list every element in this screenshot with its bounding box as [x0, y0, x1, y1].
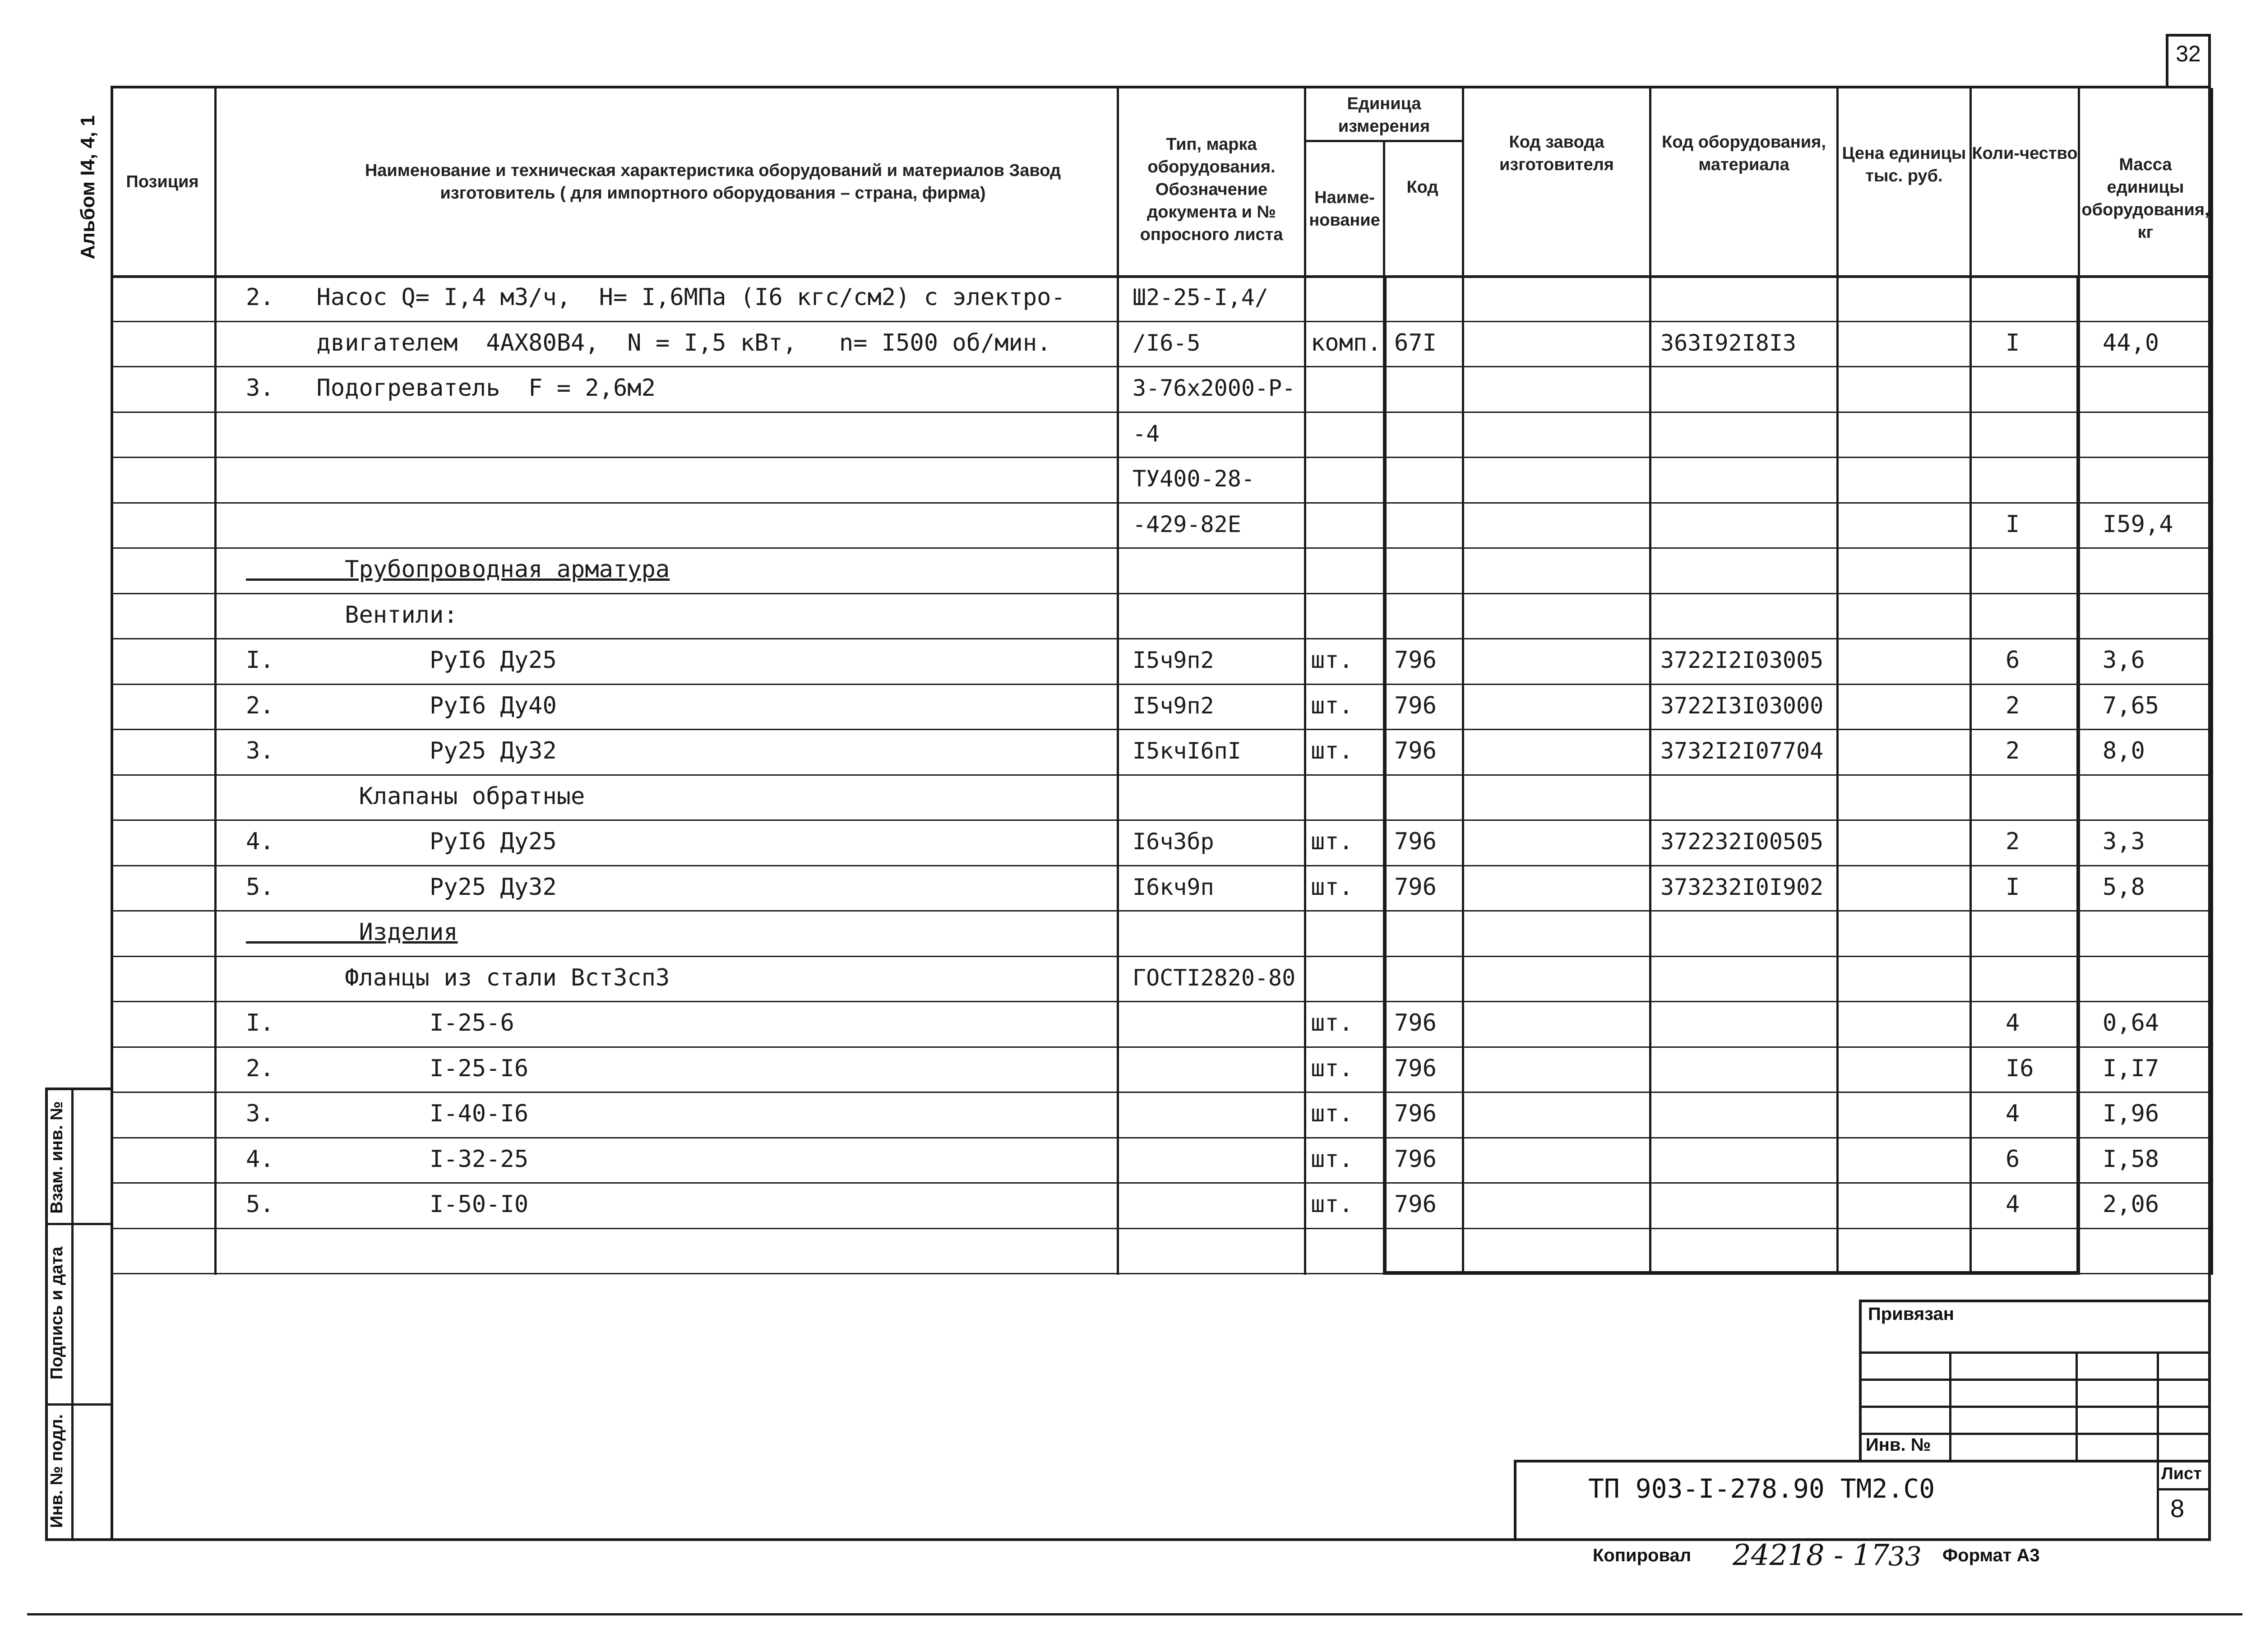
bottom-rule: [27, 1613, 2242, 1615]
cell-name: 5. Ру25 Ду32: [246, 874, 557, 901]
cell-name: 3. Подогреватель F = 2,6м2: [246, 375, 656, 402]
header-tip-marka: Тип, марка оборудования. Обозначение документа и № опросного листа: [1140, 135, 1283, 244]
header-tsena: Цена единицы тыс. руб.: [1842, 144, 1966, 185]
corner-number: 32: [2176, 41, 2201, 66]
cell-mass: I,I7: [2103, 1055, 2159, 1082]
cell-type: I6ч3бр: [1133, 828, 1214, 855]
cell-name: Трубопроводная арматура: [246, 556, 670, 583]
cell-qty: 2: [2006, 692, 2020, 719]
cell-unit: шт.: [1311, 828, 1353, 855]
cell-unit: шт.: [1311, 1055, 1353, 1082]
cell-code: 796: [1394, 1055, 1437, 1082]
album-label: Альбом I4, 4, 1: [77, 115, 99, 259]
cell-qty: 4: [2006, 1100, 2020, 1127]
list-label: Лист: [2161, 1464, 2202, 1483]
cell-code: 796: [1394, 874, 1437, 901]
cell-mass: I,96: [2103, 1100, 2159, 1127]
cell-code: 796: [1394, 828, 1437, 855]
header-pozitsiya: Позиция: [126, 172, 199, 191]
cell-name: 3. Ру25 Ду32: [246, 737, 557, 764]
grid-vline: [214, 88, 217, 1275]
cell-qty: 6: [2006, 1146, 2020, 1173]
cell-code: 796: [1394, 1191, 1437, 1218]
cell-code: 796: [1394, 1009, 1437, 1037]
cell-qty: 6: [2006, 647, 2020, 674]
header-naimenovanie: Наименование и техническая характеристика оборудований и материалов Завод изготовитель ( для импортного оборудования – страна, фирма): [365, 161, 1061, 203]
cell-type: I5кчI6пI: [1133, 738, 1241, 764]
cell-code: 796: [1394, 1146, 1437, 1173]
cell-unit: шт.: [1311, 874, 1353, 901]
cell-mass: 3,3: [2103, 828, 2145, 855]
cell-unit: шт.: [1311, 692, 1353, 719]
cell-name: 2. РуI6 Ду40: [246, 692, 557, 719]
cell-name: Фланцы из стали ВстЗсп3: [246, 964, 670, 991]
cell-type: I6кч9п: [1133, 874, 1214, 900]
cell-mass: 3,6: [2103, 647, 2145, 674]
header-kod: Код: [1406, 178, 1438, 197]
cell-code: 796: [1394, 737, 1437, 764]
cell-mass: 44,0: [2103, 329, 2159, 356]
cell-type: I5ч9п2: [1133, 693, 1214, 719]
copy-page: 33: [1888, 1541, 1922, 1572]
cell-eqcode: 3722I2I03005: [1660, 647, 1824, 673]
cell-type: Ш2-25-I,4/: [1133, 284, 1269, 310]
cell-unit: шт.: [1311, 1191, 1353, 1218]
cell-type: /I6-5: [1133, 330, 1201, 356]
cell-mass: 5,8: [2103, 874, 2145, 901]
cell-eqcode: 3722I3I03000: [1660, 693, 1824, 719]
podpis-data-label: Подпись и дата: [47, 1246, 66, 1380]
format-label: Формат А3: [1942, 1546, 2040, 1565]
cell-name: двигателем 4АХ80В4, N = I,5 кВт, n= I500 об/мин.: [246, 329, 1051, 356]
cell-name: I. I-25-6: [246, 1009, 514, 1037]
cell-type: ГОСТI2820-80: [1133, 965, 1296, 991]
cell-mass: I59,4: [2103, 511, 2173, 538]
inv-no-label: Инв. №: [1866, 1435, 1931, 1455]
cell-code: 796: [1394, 1100, 1437, 1127]
cell-unit: шт.: [1311, 1146, 1353, 1173]
inv-podl-label: Инв. № подл.: [47, 1414, 66, 1528]
cell-mass: 7,65: [2103, 692, 2159, 719]
cell-qty: I: [2006, 511, 2020, 538]
header-kolichestvo: Коли-чество: [1972, 144, 2078, 163]
cell-qty: 2: [2006, 828, 2020, 855]
header-naim: Наиме-нование: [1309, 188, 1380, 230]
cell-qty: I: [2006, 329, 2020, 356]
cell-name: 3. I-40-I6: [246, 1100, 529, 1127]
cell-eqcode: 3732I2I07704: [1660, 738, 1824, 764]
cell-eqcode: 363I92I8I3: [1660, 330, 1797, 356]
cell-qty: 4: [2006, 1191, 2020, 1218]
cell-type: ТУ400-28-: [1133, 466, 1255, 492]
cell-name: Вентили:: [246, 602, 458, 629]
cell-mass: 2,06: [2103, 1191, 2159, 1218]
header-kod-oborud: Код оборудования, материала: [1662, 133, 1826, 174]
cell-eqcode: 372232I00505: [1660, 828, 1824, 855]
cell-type: -429-82Е: [1133, 511, 1241, 537]
cell-eqcode: 373232I0I902: [1660, 874, 1824, 900]
list-number: 8: [2170, 1494, 2185, 1522]
header-kod-zavoda: Код завода изготовителя: [1499, 133, 1614, 174]
cell-unit: комп.: [1311, 329, 1382, 356]
cell-type: -4: [1133, 421, 1160, 447]
cell-name: 5. I-50-I0: [246, 1191, 529, 1218]
cell-unit: шт.: [1311, 1009, 1353, 1037]
cell-qty: I6: [2006, 1055, 2034, 1082]
copy-number: 24218 - 17: [1733, 1539, 1890, 1572]
cell-name: 2. I-25-I6: [246, 1055, 529, 1082]
cell-unit: шт.: [1311, 737, 1353, 764]
cell-name: Клапаны обратные: [246, 783, 585, 810]
document-code: ТП 903-I-278.90 ТМ2.С0: [1588, 1473, 1935, 1504]
header-edinitsa: Единица измерения: [1338, 94, 1430, 136]
kopiroval-label: Копировал: [1593, 1546, 1692, 1565]
cell-code: 796: [1394, 647, 1437, 674]
vzam-inv-label: Взам. инв. №: [47, 1101, 66, 1214]
cell-name: I. РуI6 Ду25: [246, 647, 557, 674]
cell-code: 796: [1394, 692, 1437, 719]
cell-mass: I,58: [2103, 1146, 2159, 1173]
header-massa: Масса единицы оборудования, кг: [2081, 155, 2210, 242]
cell-type: I5ч9п2: [1133, 647, 1214, 673]
cell-type: 3-76х2000-Р-: [1133, 375, 1296, 401]
grid-vline: [2211, 88, 2213, 1275]
cell-unit: шт.: [1311, 647, 1353, 674]
privyazan-label: Привязан: [1868, 1304, 1954, 1324]
cell-qty: I: [2006, 874, 2020, 901]
cell-mass: 0,64: [2103, 1009, 2159, 1037]
cell-mass: 8,0: [2103, 737, 2145, 764]
cell-name: 4. РуI6 Ду25: [246, 828, 557, 855]
cell-qty: 2: [2006, 737, 2020, 764]
cell-name: 4. I-32-25: [246, 1146, 529, 1173]
cell-name: 2. Насос Q= I,4 м3/ч, H= I,6МПа (I6 кгс/см2) с электро-: [246, 284, 1065, 311]
cell-unit: шт.: [1311, 1100, 1353, 1127]
cell-code: 67I: [1394, 329, 1437, 356]
cell-qty: 4: [2006, 1009, 2020, 1037]
code-block-frame: [1383, 275, 2080, 1275]
cell-name: Изделия: [246, 919, 458, 946]
